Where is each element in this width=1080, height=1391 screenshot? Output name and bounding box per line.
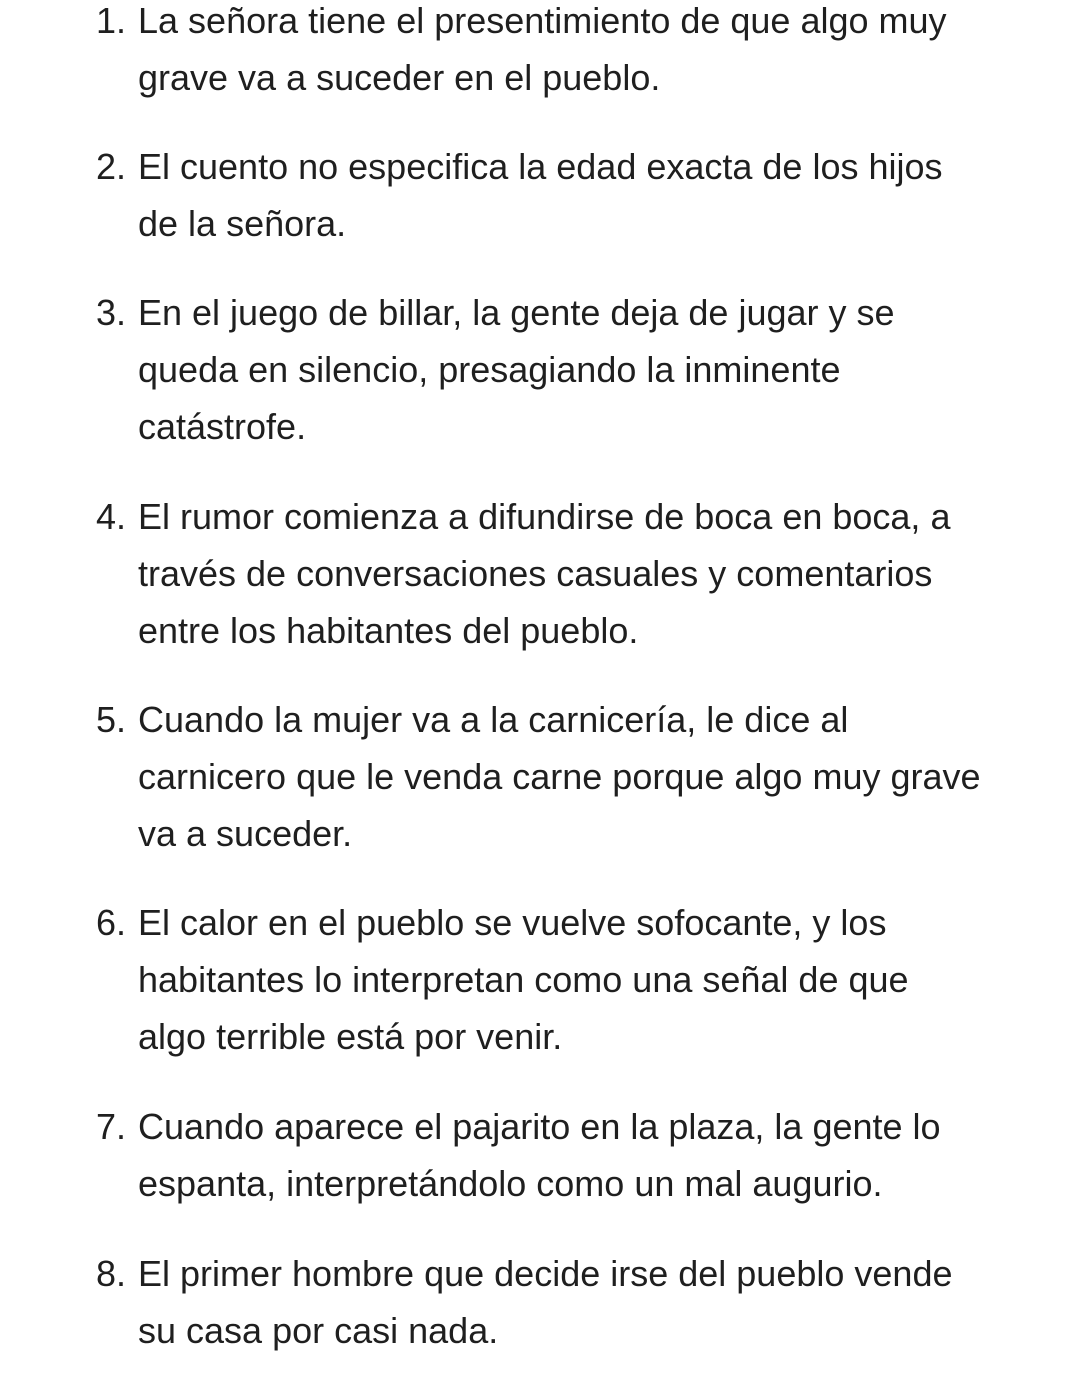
list-item-text (138, 1245, 1038, 1359)
list-item-number: 6. (96, 902, 127, 943)
list-item-line: El primer hombre que decide irse del pueblo vende (138, 1253, 953, 1294)
list-item-text (138, 138, 1038, 252)
list-item-line: va a suceder. (138, 813, 353, 854)
list-item-line: de la señora. (138, 203, 347, 244)
list-item-line: grave va a suceder en el pueblo. (138, 57, 661, 98)
list-item-line: través de conversaciones casuales y comentarios (138, 553, 933, 594)
list-item-line: carnicero que le venda carne porque algo muy grave (138, 756, 981, 797)
list-item-line: Cuando aparece el pajarito en la plaza, la gente lo (138, 1106, 941, 1147)
list-item-number: 5. (96, 699, 127, 740)
list-item-line: catástrofe. (138, 406, 307, 447)
list-item-text (138, 284, 1038, 455)
list-item-line: entre los habitantes del pueblo. (138, 610, 639, 651)
list-item-line: En el juego de billar, la gente deja de jugar y se (138, 292, 895, 333)
list-item-line: habitantes lo interpretan como una señal de que (138, 959, 909, 1000)
list-item-number: 3. (96, 292, 127, 333)
list-item-text (138, 894, 1038, 1065)
list-item-number: 1. (96, 0, 127, 41)
list-item-text (138, 488, 1038, 659)
list-item-line: queda en silencio, presagiando la inminente (138, 349, 841, 390)
list-item-line: espanta, interpretándolo como un mal augurio. (138, 1163, 883, 1204)
list-item-line: El cuento no especifica la edad exacta de los hijos (138, 146, 943, 187)
list-item-line: El calor en el pueblo se vuelve sofocante, y los (138, 902, 887, 943)
list-item-line: El rumor comienza a difundirse de boca en boca, a (138, 496, 951, 537)
list-item-text (138, 1098, 1038, 1212)
list-item-number: 2. (96, 146, 127, 187)
list-item-line: Cuando la mujer va a la carnicería, le dice al (138, 699, 849, 740)
list-item-line: su casa por casi nada. (138, 1310, 499, 1351)
list-item-line: La señora tiene el presentimiento de que algo muy (138, 0, 947, 41)
list-item-number: 4. (96, 496, 127, 537)
list-item-number: 7. (96, 1106, 127, 1147)
list-item-text (138, 691, 1038, 862)
list-item-number: 8. (96, 1253, 127, 1294)
list-item-text (138, 0, 1038, 106)
list-item-line: algo terrible está por venir. (138, 1016, 563, 1057)
